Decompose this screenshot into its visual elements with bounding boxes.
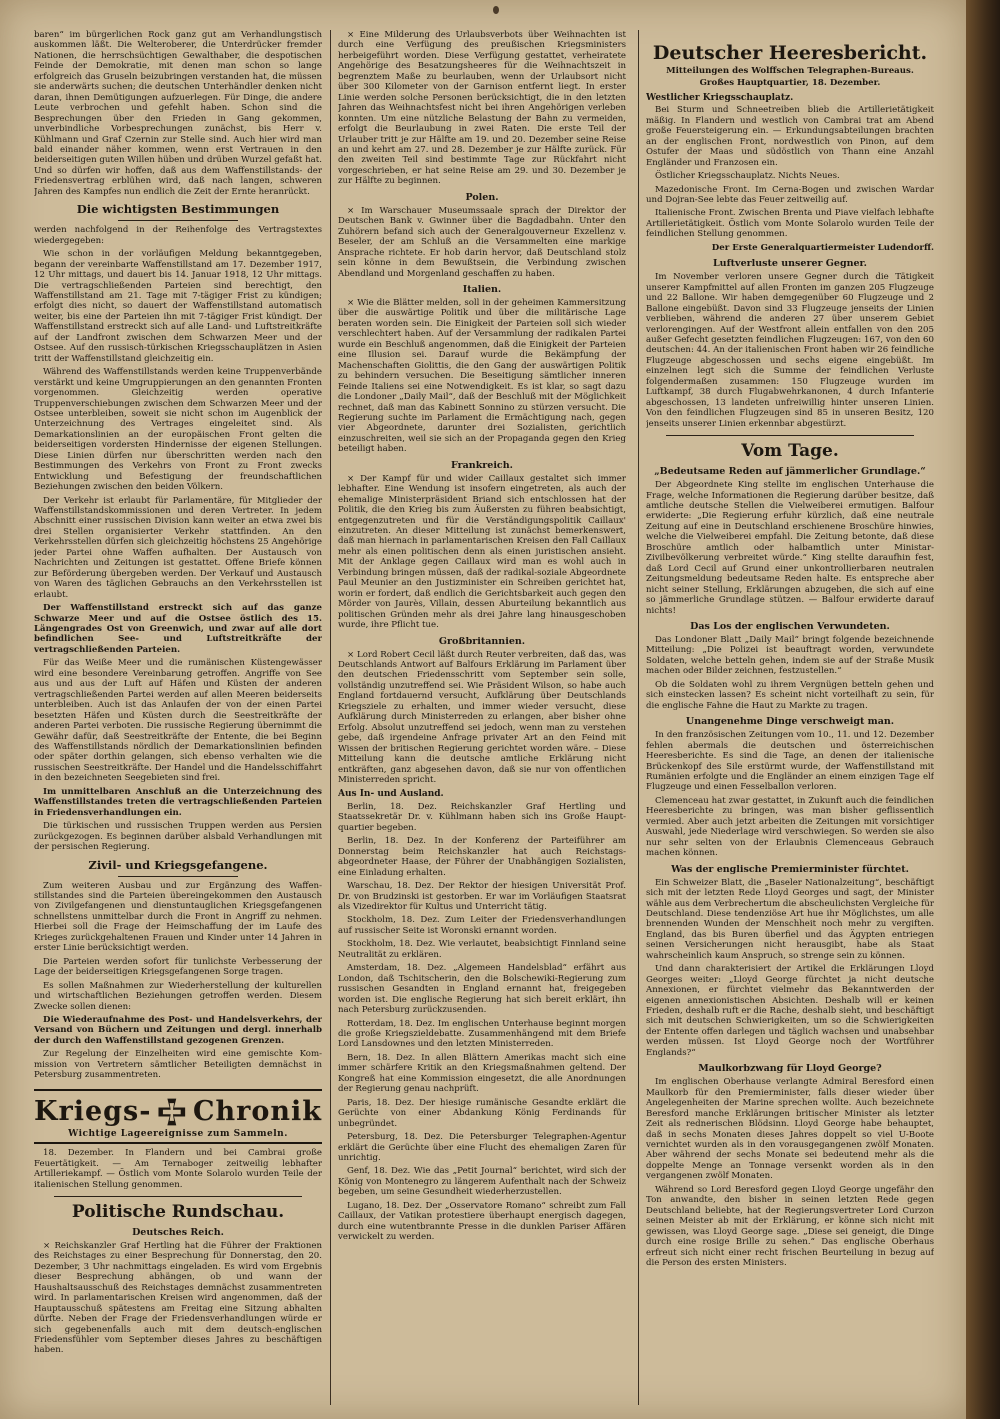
signature-line: Der Erste Generalquartiermeister Ludendorff. — [711, 242, 934, 253]
divider — [666, 435, 914, 436]
heading-heeresbericht: Deutscher Heeresbericht. — [652, 42, 928, 64]
paragraph: Die Parteien werden sofort für tunlichste Verbesserung der Lage der beiderseitigen Kriegsgefangenen Sorge tragen. — [34, 956, 322, 978]
heading-los-der-verwundeten: Das Los der englischen Verwundeten. — [690, 620, 890, 632]
book-spine — [966, 0, 1000, 1419]
paragraph: × Im Warschauer Museumssaale sprach der Direktor der Deutschen Bank v. Gwinner über die Bagdadbahn. Unter den Zuhörern befand sich auch der Generalgouverneur Exzellenz v. Beseler, der am Schluß an die Versammelten eine markige Ansprache richtete. Er hob darin hervor, daß Deutschland stolz sein könne in dem Bewußtsein, die Verbindung zwischen Abendland und Morgenland geschaffen zu haben. — [338, 205, 626, 279]
paragraph: × Eine Milderung des Urlaubsverbots über Weihnachten ist durch eine Verfügung des preußischen Kriegsministers herbeigeführt worden. Diese Verfügung gestattet, verheiratete Angehörige des Besatzungsheeres für die Weihnachtszeit in begrenztem Maße zu beurlauben, wenn der Urlaubsort nicht über 300 Kilometer von der Garnison entfernt liegt. In erster Linie werden solche Personen berücksichtigt, die in den letzten Jahren das Weihnachtsfest nicht bei ihren Angehörigen verleben konnten. Um eine nützliche Belastung der Bahn zu vermeiden, erfolgt die Beurlaubung in zwei Raten. Die erste Teil der Urlauber tritt je zur Hälfte am 19. und 20. Dezember seine Reise an und kehrt am 27. und 28. Dezember je zur Hälfte zurück. Für den zweiten Teil sind bestimmte Tage zur Rückfahrt nicht vorgeschrieben, er hat seine Reise am 29. und 30. Dezember je zur Hälfte zu beginnen. — [338, 30, 626, 187]
column-rule-2 — [638, 30, 639, 1405]
column-right — [646, 30, 934, 1410]
news-item: Paris, 18. Dez. Der hiesige rumänische Gesandte erklärt die Gerüchte von einer Abdankung König Ferdinands für unbegründet. — [338, 1097, 626, 1129]
heading-premierminister: Was der englische Premierminister fürchtet. — [671, 863, 909, 875]
news-item: Bern, 18. Dez. In allen Blättern Amerikas macht sich eine immer schärfere Kritik an den Kriegsmaßnahmen geltend. Der Kongreß hat eine Kommission eingesetzt, die alle Anordnungen der Regierung genau nachprüft. — [338, 1052, 626, 1095]
paragraph: × Lord Robert Cecil läßt durch Reuter verbreiten, daß das, was Deutschlands Antwort auf Balfours Erklärung im Parlament über den deutschen Friedensschritt vom September sein solle, vollständig unzutreffend sei. Wie Präsident Wilson, so habe auch England fortdauernd versucht, Aufklärung über Deutschlands Kriegsziele zu erhalten, und immer wieder versucht, diese Aufklärung durch Ministerreden zu erlangen, aber bisher ohne Erfolg. Absolut unzutreffend sei jedoch, wenn man zu verstehen gebe, daß irgendeine Anfrage privater Art an den Feind mit Wissen der britischen Regierung gerichtet worden wäre. – Diese Mitteilung kann die deutsche amtliche Erklärung nicht entkräften, ganz abgesehen davon, daß sie nur von offentlichen Ministerreden spricht. — [338, 649, 626, 785]
paragraph: Der Verkehr ist erlaubt für Parlamentäre, für Mitglieder der Waffenstillstandskommissionen und deren Vertreter. In jedem Abschnitt einer russischen Division kann weiter an etwa zwei bis drei Stellen organisierter Verkehr stattfinden. An den Verkehrsstellen dürfen sich gleichzeitig höchstens 25 Angehörige jeder Partei ohne Waffen aufhalten. Der Austausch von Nachrichten und Zeitungen ist gestattet. Offene Briefe können zur Beförderung übergeben werden. Der Verkauf und Austausch von Waren des täglichen Gebrauchs an den Verkehrsstellen ist erlaubt. — [34, 495, 322, 600]
news-item: Berlin, 18. Dez. Reichskanzler Graf Hertling und Staatssekretär Dr. v. Kühlmann haben sich ins Große Hauptquartier begeben. — [338, 801, 626, 833]
paragraph: Es sollen Maßnahmen zur Wiederherstellung der kulturellen und wirtschaftlichen Beziehungen getroffen werden. Diesem Zwecke sollen dienen: — [34, 980, 322, 1012]
heading-bestimmungen: Die wichtigsten Bestimmungen — [76, 202, 280, 217]
news-item: Rotterdam, 18. Dez. Im englischen Unterhause beginnt morgen die große Kriegszieldebatte. Zusammenhängend mit dem Briefe Lord Lansdownes und den letzten Ministerreden. — [338, 1018, 626, 1050]
paragraph: Zur Regelung der Einzelheiten wird eine gemischte Kommission von Vertretern sämtlicher Beteiligten demnächst in Petersburg zusammentreten. — [34, 1049, 322, 1081]
paragraph: Clemenceau hat zwar gestattet, in Zukunft auch die feindlichen Heeresberichte zu bringen, was man bisher geflissentlich vermied. Aber auch jetzt arbeiten die Zeitungen mit vorsichtiger Auswahl, jede Niederlage wird verschwiegen. So werden sie also nur sehr selten von der Erlaubnis Clemenceaus Gebrauch machen können. — [646, 795, 934, 859]
paragraph: Die Wiederaufnahme des Post- und Handelsverkehrs, der Versand von Büchern und Zeitungen und dergl. innerhalb der durch den Waffenstillstand gezogenen Grenzen. — [34, 1014, 322, 1046]
paragraph: Und dann charakterisiert der Artikel die Erklärungen Lloyd Georges weiter: „Lloyd George fürchtet ja nicht deutsche Annexionen, er fürchtet vielmehr das Bekanntwerden der eigenen annexionistischen Absichten. Deshalb will er keinen Frieden, deshalb ruft er die Rache, deshalb sieht, und beschäftigt sich mit deutschen Schwierigkeiten, um so die Schwierigkeiten der Entente offen darlegen und täglich wachsen und unabsehbar werden müssen. Ist Lloyd George noch der Wortführer Englands?“ — [646, 964, 934, 1058]
paragraph: × Wie die Blätter melden, soll in der geheimen Kammersitzung über die auswärtige Politik und über die militärische Lage beraten worden sein. Die Einigkeit der Parteien soll sich wieder verschlechtert haben. Auf der Versammlung der radikalen Partei wurde ein Beschluß angenommen, daß die Einigkeit der Parteien eine Illusion sei. Darauf wurde die Bekämpfung der Machenschaften Giolittis, die den Gang der auswärtigen Politik zu behindern versuchen. Die Beseitigung sämtlicher inneren Feinde Italiens sei eine Notwendigkeit. Es ist klar, so sagt dazu die Londoner „Daily Mail“, daß der Beschluß mit der Möglichkeit rechnet, daß man das Kabinett Sonnino zu stürzen versucht. Die Regierung suchte im Parlament die Ermächtigung nach, gegen vier Abgeordnete, darunter drei Sozialisten, gerichtlich einzuschreiten, weil sie sich an der Propaganda gegen den Krieg beteiligt haben. — [338, 297, 626, 455]
heading-frankreich: Frankreich. — [451, 459, 513, 471]
paragraph: In den französischen Zeitungen vom 10., 11. und 12. Dezember fehlen abermals die deutschen und österreichischen Heeresberichte. Es sind die Tage, an denen der italienische Brückenkopf des Sile erstürmt wurde, der Waffenstillstand mit Rumänien erfolgte und die Engländer an einem einzigen Tage elf Flugzeuge und einen Fesselballon verloren. — [646, 730, 934, 793]
ink-spot — [493, 6, 499, 14]
paragraph: Östlicher Kriegsschauplatz. Nichts Neues. — [655, 171, 840, 182]
lead-text: baren“ im bürgerlichen Rock ganz gut am Verhandlungstisch auskommen läßt. Die Welteroberer, die Unterdrücker fremder Nationen, die herrschsüchtigen Gewalthaber, die despotischen Feinde der Demokratie, mit denen man schon so lange erfolgreich das Gruseln beizubringen verstanden hat, die müssen sie anderwärts suchen; die deutschen Unterhändler denken nicht daran, ihnen Demütigungen aufzuerlegen. Für Dinge, die andere Leute verbrochen und gefehlt haben. Schon sind die Besprechungen über den Frieden in Gang gekommen, unverbindliche Vorbesprechungen zunächst, bis Herr v. Kühlmann und Graf Czernin zur Stelle sind. Auch hier wird man bald einander näher kommen, wenn erst Vertrauen in den beiderseitigen guten Willen hüben und drüben Wurzel gefaßt hat. Und so dürfen wir hoffen, daß aus dem Waffenstillstands- der Friedensvertrag erblühen wird, daß nach langen, schweren Jahren des Kampfes nun endlich die Zeit der Ernte heranrückt. — [34, 30, 322, 197]
heading-politische-rundschau: Politische Rundschau. — [71, 1201, 285, 1222]
heading-bedeutsame-reden: „Bedeutsame Reden auf jämmerlicher Grundlage.“ — [654, 466, 926, 478]
kriegs-chronik-left: Kriegs- — [34, 1095, 152, 1127]
paragraph: × Reichskanzler Graf Hertling hat die Führer der Fraktionen des Reichstages zu einer Besprechung für Donnerstag, den 20. Dezember, 3 Uhr nachmittags eingeladen. Es wird vom Ergebnis dieser Besprechung abhängen, ob und wann der Haushaltsausschuß des Reichstages demnächst zusammentreten wird. In parlamentarischen Kreisen wird angenommen, daß der Hauptausschuß spätestens am Freitag eine Sitzung abhalten dürfte. Neben der Frage der Friedensverhandlungen würde er sich gegebenenfalls auch mit dem deutsch-englischen Friedensfühler vom September dieses Jahres zu beschäftigen haben. — [34, 1240, 322, 1356]
column-middle — [338, 30, 626, 1410]
news-item: Warschau, 18. Dez. Der Rektor der hiesigen Universität Prof. Dr. von Brudzinski ist gestorben. Er war im Vorläufigen Staatsrat als Vizedirektor für Kultus und Unterricht tätig. — [338, 881, 626, 913]
heading-unangenehme-dinge: Unangenehme Dinge verschweigt man. — [685, 716, 895, 728]
column-left — [34, 30, 322, 1410]
heading-luftverluste: Luftverluste unserer Gegner. — [713, 258, 867, 270]
paragraph: Der Abgeordnete King stellte im englischen Unterhause die Frage, welche Informationen die Regierung darüber besitze, daß amtliche deutsche Stellen die Vielweiberei ermutigen. Balfour erwiderte: „Die Regierung erfuhr kürzlich, daß eine neutrale Zeitung auf eine in Deutschland erschienene Broschüre hinwies, welche die Vielweiberei empfahl. Die Zeitung betonte, daß diese Broschüre amtlich oder halbamtlich unter Ministar Zivilbevölkerung verbreitet würde.“ King stellte daraufhin fest, daß Lord Cecil auf Grund einer unkontrollierbaren neutralen Zeitungsmeldung bedeutsame Reden halte. Es entspreche aber nicht seiner Stellung, Erklärungen abzugeben, die sich auf eine so jämmerliche Grundlage stützen. — Balfour erwiderte darauf nichts! — [646, 480, 934, 616]
heading-grossbritannien: Großbritannien. — [438, 635, 526, 647]
kriegs-chronik-subtitle: Wichtige Lageereignisse zum Sammeln. — [68, 1128, 288, 1139]
heading-westlicher-kriegsschauplatz: Westlicher Kriegsschauplatz. — [646, 92, 794, 103]
paragraph: Das Londoner Blatt „Daily Mail“ bringt folgende bezeichnende Mitteilung: „Die Polizei ist beauftragt worden, verwundete Soldaten, welche betteln gehen, indem sie auf der Straße Musik machen oder Bilder zeichnen, festzustellen.“ — [646, 634, 934, 677]
heading-italien: Italien. — [462, 283, 502, 295]
paragraph: Bei Sturm und Schneetreiben blieb die Artillerietätigkeit mäßig. In Flandern und westlich von Cambrai trat am Abend große Feuersteigerung ein. — Erkundungsabteilungen brachten an der englischen Front, nordwestlich von Pinon, auf dem Ostufer der Maas und südöstlich von Thann eine Anzahl Engländer und Franzosen ein. — [646, 105, 934, 168]
paragraph: Ein Schweizer Blatt, die „Baseler Nationalzeitung“, beschäftigt sich mit der letzten Rede Lloyd Georges und sagt, der Minister wähle aus dem Verbrechertum die abscheulichsten Vergleiche für Deutschland. Diese tendenziöse Art hue ihr Möglichstes, um alle brennenden Wunden der Menschheit noch mehr zu vergiften. England, das bis Buren überfiel und das Ägypten entriegen seinen Versicherungen nicht herausgibt, habe als Staat wahrscheinlich kaum Anspruch, so strenge sein zu können. — [646, 877, 934, 961]
heading-zivil: Zivil- und Kriegsgefangene. — [88, 857, 268, 872]
paragraph: 18. Dezember. In Flandern und bei Cambrai große Feuertätigkeit. — Am Ternaboger zeitweilig lebhafter Artilleriekampf. — Östlich vom Monte Solarolo wurden Teile der italienischen Stellung genommen. — [34, 1148, 322, 1190]
kriegs-chronik-banner — [34, 1089, 322, 1144]
heading-aus-in-und-ausland: Aus In- und Ausland. — [338, 789, 444, 800]
news-item: Genf, 18. Dez. Wie das „Petit Journal“ berichtet, wird sich der König von Montenegro zu längerem Aufenthalt nach der Schweiz begeben, um seine Gesundheit wiederherzustellen. — [338, 1166, 626, 1198]
hauptquartier-dateline: Großes Hauptquartier, 18. Dezember. — [699, 78, 881, 89]
paragraph: Mazedonische Front. Im Cerna-Bogen und zwischen Wardar und Dojran-See lebte das Feuer zeitweilig auf. — [646, 184, 934, 206]
news-item: Stockholm, 18. Dez. Wie verlautet, beabsichtigt Finnland seine Neutralität zu erklären. — [338, 939, 626, 960]
heading-polen: Polen. — [465, 191, 499, 203]
heading-vom-tage: Vom Tage. — [741, 441, 839, 462]
kriegs-chronik-right: Chronik — [193, 1095, 322, 1127]
news-item: Petersburg, 18. Dez. Die Petersburger Telegraphen-Agentur erklärt die Gerüchte über eine Flucht des ehemaligen Zaren für unrichtig. — [338, 1132, 626, 1163]
paragraph: Ob die Soldaten wohl zu ihrem Vergnügen betteln gehen und sich einstecken lassen? Es scheint nicht vorteilhaft zu sein, für die englische Fahne die Haut zu Markte zu tragen. — [646, 679, 934, 711]
paragraph: Wie schon in der vorläufigen Meldung bekanntgegeben, begann der vereinbarte Waffenstillstand am 17. Dezember 1917, 12 Uhr mittags, und dauert bis 14. Januar 1918, 12 Uhr mittags. Die vertragschließenden Parteien sind berechtigt, den Waffenstillstand am 21. Tage mit 7-tägiger Frist zu kündigen; erfolgt dies nicht, so dauert der Waffenstillstand automatisch weiter, bis eine der Parteien ihn mit 7-tägiger Frist kündigt. Der Waffenstillstand erstreckt sich auf alle Land- und Luftstreitkräfte auf der Landfront zwischen dem Schwarzen Meer und der Ostsee. Auf den russisch-türkischen Kriegsschauplätzen in Asien tritt der Waffenstillstand gleichzeitig ein. — [34, 249, 322, 364]
paragraph: Während des Waffenstillstands werden keine Truppenverbände verstärkt und keine Umgruppierungen an den genannten Fronten vorgenommen. Gleichzeitig werden operative Truppenverschiebungen zwischen dem Schwarzen Meer und der Ostsee unterbleiben, soweit sie nicht schon im Augenblick der Unterzeichnung des Vertrages eingeleitet sind. Als Demarkationslinien an der europäischen Front gelten die beiderseitigen vordersten Hindernisse der eigenen Stellungen. Diese Linien dürfen nur überschritten werden nach den Bestimmungen des Verkehrs von Front zu Front zwecks Entwicklung und Befestigung der freundschaftlichen Beziehungen zwischen den beiden Völkern. — [34, 367, 322, 493]
heading-deutsches-reich: Deutsches Reich. — [132, 1226, 224, 1238]
paragraph: Der Waffenstillstand erstreckt sich auf das ganze Schwarze Meer und auf die Ostsee östlich des 15. Längengrades Ost von Greenwich, und zwar auf alle dort befindlichen See- und Luftstreitkräfte der vertragschließenden Parteien. — [34, 603, 322, 655]
paragraph: Zum weiteren Ausbau und zur Ergänzung des Waffenstillstandes sind die Parteien übereingekommen den Austausch von Zivilgefangenen und dienstuntauglichen Kriegsgefangenen schnellstens unmittelbar durch die Front in Angriff zu nehmen. Hierbei soll die Frage der Heimschaffung der im Laufe des Krieges zurückgehaltenen Frauen und Kinder unter 14 Jahren in erster Linie berücksichtigt werden. — [34, 880, 322, 954]
paragraph: Italienische Front. Zwischen Brenta und Piave vielfach lebhafte Artillerietätigkeit. Östlich vom Monte Solarolo wurden Teile der feindlichen Stellung genommen. — [646, 208, 934, 240]
column-rule-1 — [330, 30, 331, 1405]
paragraph: × Der Kampf für und wider Caillaux gestaltet sich immer lebhafter. Eine Wendung ist insofern eingetreten, als auch der ehemalige Ministerpräsident Briand sich entschlossen hat der Politik, die den Krieg bis zum Äußersten zu führen beabsichtigt, entgegenzutreten und für die Verständigungspolitik Caillaux' einzutreten. An dieser Mitteilung ist zunächst bemerkenswert, daß man hiernach in parlamentarischen Kreisen den Fall Caillaux mehr als einen politischen denn als einen juristischen ansieht. Mit der Anklage gegen Caillaux wird man es wohl auch in Verbindung bringen müssen, daß der radikal-soziale Abgeordnete Paul Meunier an den Justizminister ein Schreiben gerichtet hat, worin er fordert, daß endlich die Gerichtsbarkeit auch gegen den Mörder von Jaurès, Villain, dessen Aburteilung bekanntlich aus politischen Gründen mehr als drei Jahre lang hinausgeschoben wurde, ihre Pflicht tue. — [338, 473, 626, 631]
divider — [54, 1196, 302, 1197]
heading-underline — [118, 220, 238, 221]
news-item: Berlin, 18. Dez. In der Konferenz der Parteiführer am Donnerstag beim Reichskanzler hat auch Reichstagsabgeordneter Haase, der Führer der Unabhängigen Sozialisten, eine Einladung erhalten. — [338, 836, 626, 878]
heading-underline — [118, 876, 238, 877]
news-item: Lugano, 18. Dez. Der „Osservatore Romano“ schreibt zum Fall Caillaux, der Vatikan protestiere überhaupt energisch dagegen, durch eine wutentbrannte Presse in die dunklen Pariser Affären verwickelt zu werden. — [338, 1200, 626, 1243]
heading-maulkorbzwang: Maulkorbzwang für Lloyd George? — [698, 1063, 882, 1075]
news-item: Amsterdam, 18. Dez. „Algemeen Handelsblad“ erfährt aus London, daß Tschitscherin, den die Bolschewiki-Regierung zum russischen Gesandten in England ernannt hat, freigegeben worden ist. Die englische Regierung hat sich bereit erklärt, ihn nach Petersburg zurückzusenden. — [338, 963, 626, 1016]
paragraph: Im November verloren unsere Gegner durch die Tätigkeit unserer Kampfmittel auf allen Fronten im ganzen 205 Flugzeuge und 22 Ballone. Wir haben demgegenüber 60 Flugzeuge und 2 Ballone eingebüßt. Davon sind 33 Flugzeuge jenseits der Linien verblieben, während die anderen 27 über unserem Gebiet verlorengingen. Auf der Westfront allein entfallen von den 205 außer Gefecht gesetzten feindlichen Flugzeugen: 167, von den 60 deutschen: 44. An der italienischen Front haben wir 26 feindliche Flugzeuge abgeschossen und sechs eigene eingebüßt. Im einzelnen legt sich die Summe der feindlichen Verluste folgendermaßen zusammen: 150 Flugzeuge wurden im Luftkampf, 38 durch Flugabwehrkanonen, 4 durch Infanterie abgeschossen, 13 landeten unfreiwillig hinter unseren Linien. Von den feindlichen Flugzeugen sind 85 in unseren Besitz, 120 jenseits unserer Linien erkennbar abgestürzt. — [646, 272, 934, 429]
kriegs-chronik-title — [34, 1095, 322, 1129]
iron-cross-icon — [157, 1095, 187, 1129]
paragraph: Für das Weiße Meer und die rumänischen Küstengewässer wird eine besondere Vereinbarung getroffen. Angriffe von See aus und aus der Luft auf Häfen und Küsten der anderen vertragschließenden Partei werden auf allen Meeren beiderseits unterbleiben. Auch ist das Anlaufen der von der einen Partei besetzten Häfen und Küsten durch die Seestreitkräfte der anderen Partei verboten. Die russische Regierung übernimmt die Gewähr dafür, daß Seestreitkräfte der Entente, die bei Beginn des Waffenstillstands nördlich der Demarkationslinien befinden oder später dorthin gelangen, sich ebenso verhalten wie die russischen Seestreitkräfte. Der Handel und die Handelsschiffahrt in den bezeichneten Seegebieten sind frei. — [34, 658, 322, 784]
wtb-line: Mitteilungen des Wolffschen Telegraphen-Bureaus. — [666, 66, 914, 76]
news-item: Stockholm, 18. Dez. Zum Leiter der Friedensverhandlungen auf russischer Seite ist Woronski ernannt worden. — [338, 915, 626, 936]
paragraph: Die türkischen und russischen Truppen werden aus Persien zurückgezogen. Es beginnen darüber alsbald Verhandlungen mit der persischen Regierung. — [34, 821, 322, 853]
paragraph: werden nachfolgend in der Reihenfolge des Vertragstextes wiedergegeben: — [34, 225, 322, 246]
paragraph: Während so Lord Beresford gegen Lloyd George ungefähr den Ton anwandte, den bisher in seinen letzten Rede gegen Deutschland beliebte, hat der Regierungsvertreter Lord Curzon seinen Meister ab mit der Erklärung, er könne sich nicht mit gewissen, was Lloyd George sage. „Diese sei geneigt, die Dinge durch eine rosige Brille zu sehen.“ Das englische Oberhaus erfreut sich nicht einer recht frischen Beurteilung in bezug auf die Person des ersten Ministers. — [646, 1184, 934, 1268]
paragraph: Im unmittelbaren Anschluß an die Unterzeichnung des Waffenstillstandes treten die vertragschließenden Parteien in Friedensverhandlungen ein. — [34, 786, 322, 818]
paragraph: Im englischen Oberhause verlangte Admiral Beresford einen Maulkorb für den Premierminister, falls dieser wieder über Angelegenheiten der Marine sprechen wollte. Auch bezeichnete Beresford manche Erklärungen britischer Minister als letzter Zeit als rednerischen Blödsinn. Lloyd George habe behauptet, daß in sechs Monaten dieses Jahres doppelt so viel U-Boote vernichtet wurden als in den vorausgegangenen zwölf Monaten. Aber während der sechs Monate sei bedeutend mehr als die doppelte Menge an Tonnage versenkt worden als in den vergangenen zwölf Monaten. — [646, 1077, 934, 1182]
